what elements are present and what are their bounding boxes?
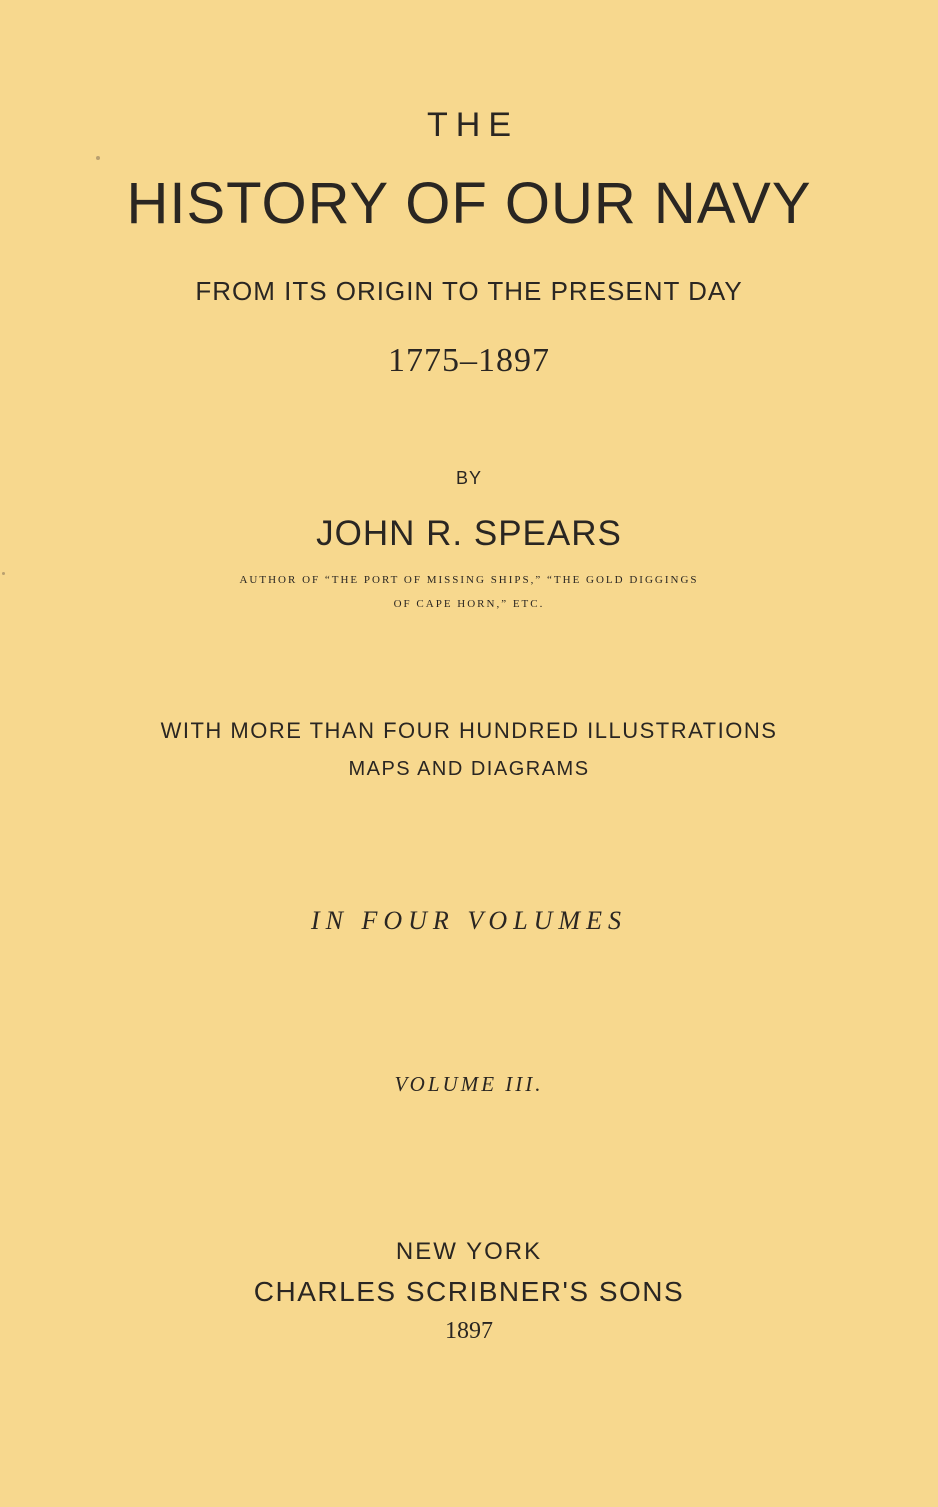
book-title: HISTORY OF OUR NAVY [126,171,812,236]
illustrations-note: WITH MORE THAN FOUR HUNDRED ILLUSTRATIONS [160,718,778,743]
book-subtitle: FROM ITS ORIGIN TO THE PRESENT DAY [195,276,743,306]
volume-number: VOLUME III. [394,1072,544,1096]
paper-speck [96,156,100,160]
publisher-name: CHARLES SCRIBNER'S SONS [253,1276,685,1307]
author-works-line-1: AUTHOR OF “THE PORT OF MISSING SHIPS,” “THE GOLD DIGGINGS [239,574,699,586]
title-article: THE [427,106,519,144]
by-label: BY [455,468,482,488]
author-previous-works [0,568,938,616]
publication-year: 1897 [445,1318,493,1344]
volumes-note: IN FOUR VOLUMES [311,906,627,935]
date-range: 1775–1897 [388,342,550,379]
author-works-line-2: OF CAPE HORN,” ETC. [393,598,545,610]
publisher-city: NEW YORK [395,1238,543,1265]
maps-note: MAPS AND DIAGRAMS [348,758,590,780]
author-name: JOHN R. SPEARS [316,514,622,553]
